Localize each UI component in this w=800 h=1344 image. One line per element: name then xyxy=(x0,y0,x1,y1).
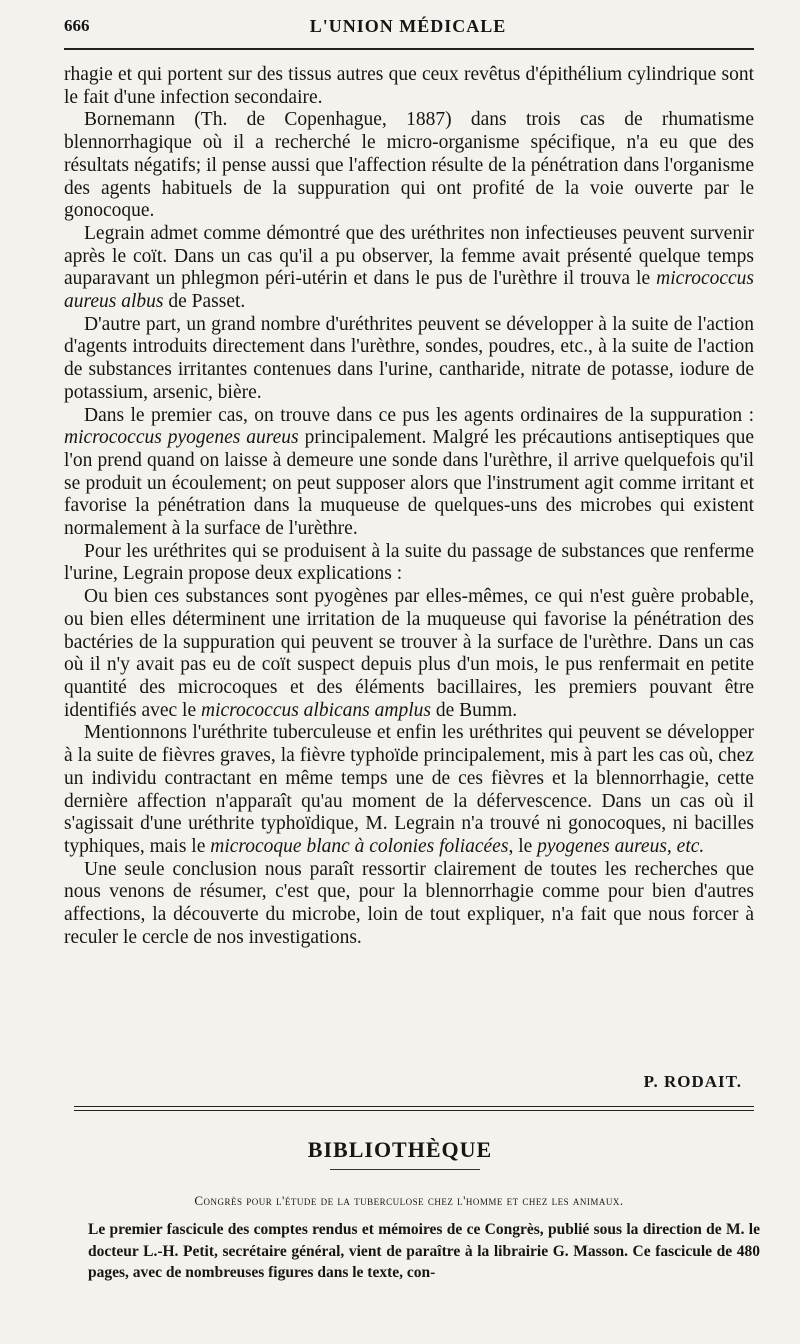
article-paragraph xyxy=(64,314,754,405)
article-body xyxy=(64,64,754,949)
page-number: 666 xyxy=(64,16,90,35)
bibliography-paragraph: Le premier fascicule des comptes rendus et mémoires de ce Congrès, publié sous la direction de M. le docteur L.-H. Petit, secrétaire général, vient de paraître à la librairie G. Masson. Ce fascicule de 480 pages, avec de nombreuses figures dans le texte, con- xyxy=(88,1221,760,1281)
article-paragraph xyxy=(64,859,754,950)
paragraph-text: D'autre part, un grand nombre d'uréthrites peuvent se développer à la suite de l'action d'agents introduits directement dans l'urèthre, sondes, poudres, etc., à la suite de l'action de substances irritantes contenues dans l'urine, cantharide, nitrate de potasse, iodure de potassium, arsenic, bière. xyxy=(64,313,754,403)
article-paragraph xyxy=(64,405,754,541)
section-title: BIBLIOTHÈQUE xyxy=(307,1137,493,1162)
running-head xyxy=(64,16,752,42)
article-paragraph xyxy=(64,586,754,722)
species-name: micrococcus aureus albus xyxy=(64,268,754,313)
journal-title: L'UNION MÉDICALE xyxy=(309,16,507,36)
article-paragraph xyxy=(64,64,754,109)
species-name: micrococcus pyogenes aureus xyxy=(64,427,299,449)
paragraph-text: rhagie et qui portent sur des tissus autres que ceux revêtus d'épithélium cylindrique sont le fait d'une infection secondaire. xyxy=(64,64,754,108)
paragraph-text: , le xyxy=(508,835,538,857)
section-rule-top xyxy=(74,1106,754,1107)
paragraph-text: de Passet. xyxy=(163,291,246,313)
paragraph-text: principalement. Malgré les précautions antiseptiques que l'on prend quand on laisse à demeure une sonde dans l'urèthre, il arrive quelquefois qu'il se produit un écoulement; on peut supposer alors que l'instrument agit comme irritant et favorise la pénétration dans la muqueuse de quelques-uns des microbes qui existent normalement à la surface de l'urèthre. xyxy=(64,427,754,540)
article-paragraph xyxy=(64,541,754,586)
title-underline xyxy=(330,1169,480,1170)
paragraph-text: Dans le premier cas, on trouve dans ce pus les agents ordinaires de la suppuration : xyxy=(84,404,754,426)
author-signature: P. RODAIT. xyxy=(643,1072,742,1091)
article-paragraph xyxy=(64,722,754,858)
paragraph-text: Mentionnons l'uréthrite tuberculeuse et enfin les uréthrites qui peuvent se développer à la suite de fièvres graves, la fièvre typhoïde principalement, mis à part les cas où, chez un individu contractant en même temps une de ces fièvres et la blennorrhagie, cette dernière affection n'apparaît qu'au moment de la défervescence. Dans un cas où il s'agissait d'une uréthrite typhoïdique, M. Legrain n'a trouvé ni gonocoques, ni bacilles typhiques, mais le xyxy=(64,722,754,857)
paragraph-text: Pour les uréthrites qui se produisent à la suite du passage de substances que renferme l'urine, Legrain propose deux explications : xyxy=(64,540,754,585)
species-name: micrococcus albicans amplus xyxy=(200,699,431,721)
species-name: pyogenes aureus, etc. xyxy=(537,835,705,857)
header-rule xyxy=(64,48,754,50)
article-paragraph xyxy=(64,223,754,314)
paragraph-text: Legrain admet comme démontré que des uréthrites non infectieuses peuvent survenir après le coït. Dans un cas qu'il a pu observer, la femme avait présenté quelque temps auparavant un phlegmon péri-utérin et dans le pus de l'urèthre il trouva le xyxy=(64,222,754,290)
paragraph-text: Ou bien ces substances sont pyogènes par elles-mêmes, ce qui n'est guère probable, ou bien elles déterminent une irritation de la muqueuse qui favorise la pénétration des bactéries de la suppuration qui peuvent se trouver à la surface de l'urèthre. Dans un cas où il n'y avait pas eu de coït suspect depuis plus d'un mois, le pus renfermait en petite quantité des microcoques et des éléments bacillaires, les premiers pouvant être identifiés avec le xyxy=(64,586,754,721)
section-rule-bottom xyxy=(74,1110,754,1111)
paragraph-text: de Bumm. xyxy=(430,699,518,721)
paragraph-text: Une seule conclusion nous paraît ressortir clairement de toutes les recherches que nous venons de résumer, c'est que, pour la blennorrhagie comme pour bien d'autres affections, la découverte du microbe, loin de tout expliquer, n'a fait que nous forcer à reculer le cercle de nos investigations. xyxy=(64,858,754,948)
congress-heading: Congrès pour l'étude de la tuberculose chez l'homme et chez les animaux. xyxy=(194,1193,624,1208)
species-name: microcoque blanc à colonies foliacées xyxy=(210,835,509,857)
paragraph-text: Bornemann (Th. de Copenhague, 1887) dans trois cas de rhumatisme blennorrhagique où il a recherché le micro-organisme spécifique, n'a eu que des résultats négatifs; il pense aussi que l'affection résulte de la pénétration dans l'organisme des agents habituels de la suppuration qui ont profité de la voie ouverte par le gonocoque. xyxy=(64,109,754,222)
bibliography-text xyxy=(88,1219,760,1284)
article-paragraph xyxy=(64,109,754,223)
